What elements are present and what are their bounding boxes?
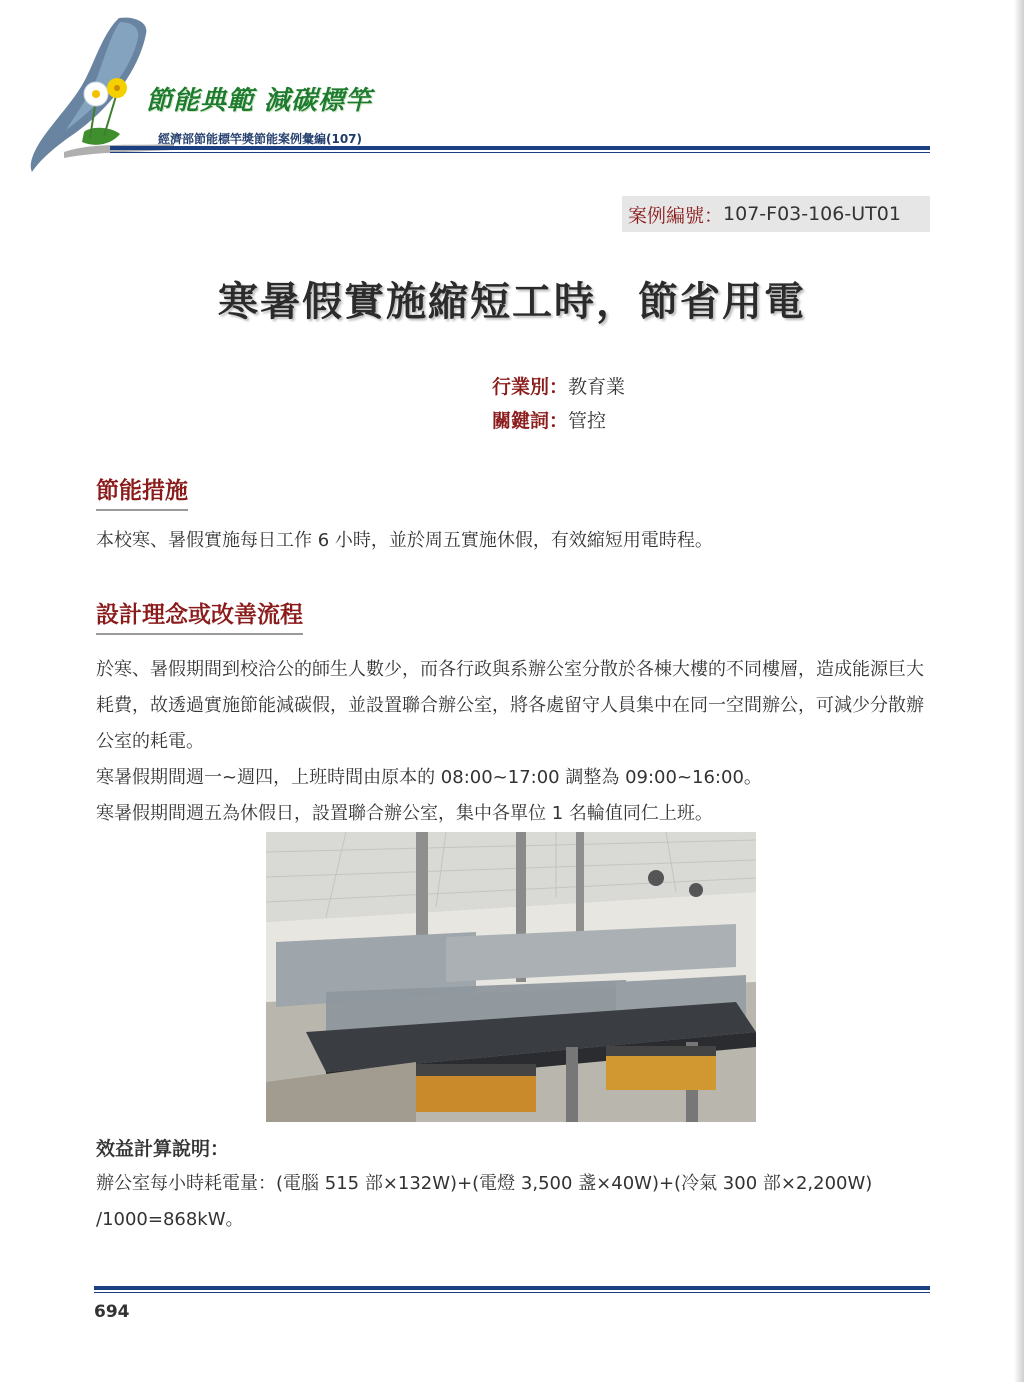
design-text [96,652,932,832]
design-paragraph: 於寒、暑假期間到校洽公的師生人數少，而各行政與系辦公室分散於各棟大樓的不同樓層，造成能源巨大耗費，故透過實施節能減碳假，並設置聯合辦公室，將各處留守人員集中在同一空間辦公，可減少分散辦公室的耗電。 [96,659,924,752]
industry-label: 行業別： [492,376,569,398]
case-number-box [622,196,930,232]
case-number-label: 案例編號： [628,204,724,227]
section-title-design: 設計理念或改善流程 [96,596,303,635]
header-title: 節能典範 減碳標竿 [146,86,373,116]
benefit-title: 效益計算說明： [96,1138,230,1160]
measures-text: 本校寒、暑假實施每日工作 6 小時，並於周五實施休假，有效縮短用電時程。 [96,530,713,551]
section-title-measures: 節能措施 [96,472,188,511]
industry-value: 教育業 [568,376,626,398]
keyword-value: 管控 [568,410,607,432]
design-paragraph: 寒暑假期間週一~週四，上班時間由原本的 08:00~17:00 調整為 09:00~16:00。 [96,767,762,788]
design-paragraph: 寒暑假期間週五為休假日，設置聯合辦公室，集中各單位 1 名輪值同仁上班。 [96,803,713,824]
industry-row [492,372,625,399]
document-title: 寒暑假實施縮短工時，節省用電 [218,279,806,325]
joint-office-desks-photo [266,832,756,1122]
case-number-value: 107-F03-106-UT01 [723,203,901,225]
footer-divider [94,1286,930,1290]
keyword-row [492,406,606,433]
keyword-label: 關鍵詞： [492,410,569,432]
page-number: 694 [94,1302,130,1322]
page-edge-shadow [1014,0,1024,1382]
benefit-text: 辦公室每小時耗電量：(電腦 515 部×132W)+(電燈 3,500 盞×40W)+(冷氣 300 部×2,200W) /1000=868kW。 [96,1173,873,1230]
header-divider-thin [110,152,930,153]
header-divider [110,146,930,150]
footer-divider-thin [94,1292,930,1293]
header-subtitle: 經濟部節能標竿獎節能案例彙編(107) [158,132,363,146]
